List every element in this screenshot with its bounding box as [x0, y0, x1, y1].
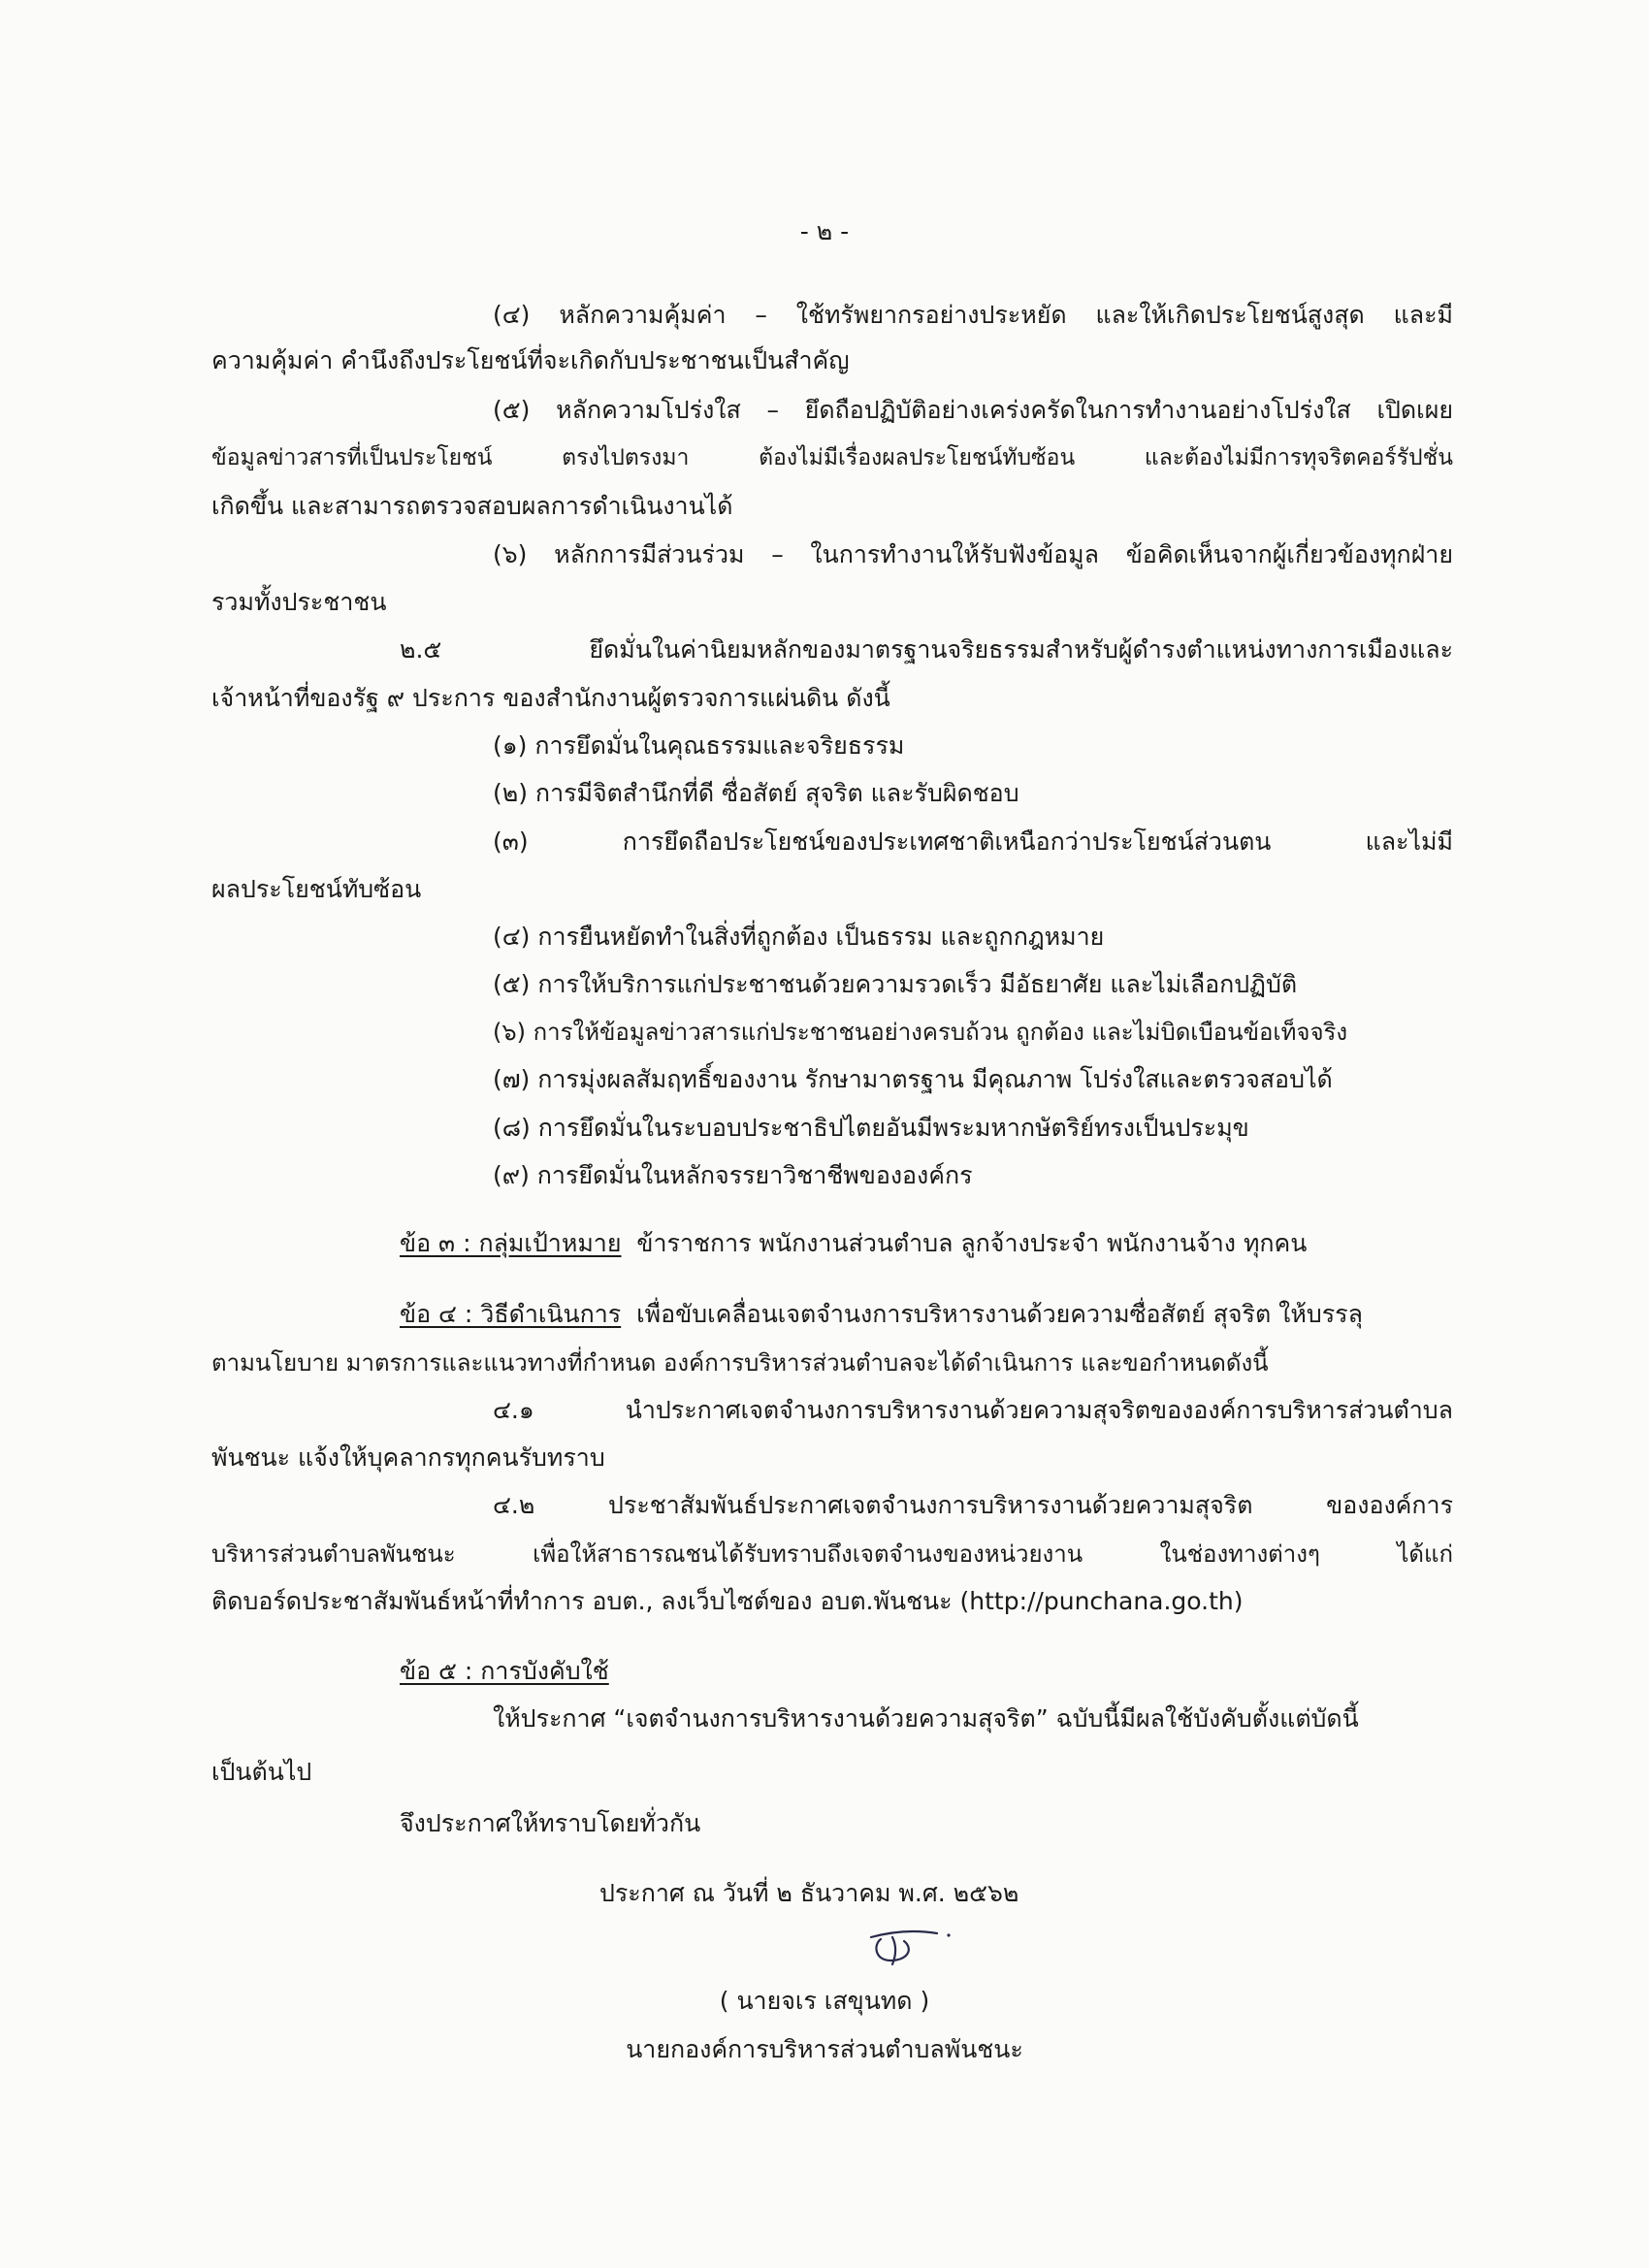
clause-5-text-line2: เป็นต้นไป [211, 1758, 312, 1786]
item-4-1-line2: พันชนะ แจ้งให้บุคลากรทุกคนรับทราบ [211, 1443, 605, 1472]
value-1: (๑) การยึดมั่นในคุณธรรมและจริยธรรม [493, 731, 905, 760]
principle-5-line2: ข้อมูลข่าวสารที่เป็นประโยชน์ ตรงไปตรงมา ต้องไม่มีเรื่องผลประโยชน์ทับซ้อน และต้องไม่มีการทุจริตคอร์รัปชั่น [211, 445, 1453, 470]
principle-6-line2: รวมทั้งประชาชน [211, 588, 387, 616]
signer-name: ( นายจเร เสขุนทด ) [719, 1987, 930, 2015]
principle-5-line1: (๕) หลักความโปร่งใส – ยึดถือปฏิบัติอย่างเคร่งครัดในการทำงานอย่างโปร่งใส เปิดเผย [493, 396, 1453, 424]
clause-3-text: ข้าราชการ พนักงานส่วนตำบล ลูกจ้างประจำ พนักงานจ้าง ทุกคน [636, 1229, 1308, 1257]
clause-3-heading: ข้อ ๓ : กลุ่มเป้าหมาย [400, 1229, 622, 1257]
item-4-2-line1: ๔.๒ ประชาสัมพันธ์ประกาศเจตจำนงการบริหารงานด้วยความสุจริต ขององค์การ [493, 1491, 1453, 1519]
clause-4-heading: ข้อ ๔ : วิธีดำเนินการ [400, 1300, 622, 1328]
principle-4-line1: (๔) หลักความคุ้มค่า – ใช้ทรัพยากรอย่างประหยัด และให้เกิดประโยชน์สูงสุด และมี [493, 301, 1453, 329]
item-4-2-line2: บริหารส่วนตำบลพันชนะ เพื่อให้สาธารณชนได้รับทราบถึงเจตจำนงของหน่วยงาน ในช่องทางต่างๆ ได้แก่ [211, 1540, 1453, 1568]
clause-4-text-line2: ตามนโยบาย มาตรการและแนวทางที่กำหนด องค์การบริหารส่วนตำบลจะได้ดำเนินการ และขอกำหนดดังนี้ [211, 1349, 1269, 1377]
closing-announce: จึงประกาศให้ทราบโดยทั่วกัน [400, 1809, 701, 1837]
item-4-1-line1: ๔.๑ นำประกาศเจตจำนงการบริหารงานด้วยความสุจริตขององค์การบริหารส่วนตำบล [493, 1396, 1453, 1424]
section-2-5-line1: ๒.๕ ยึดมั่นในค่านิยมหลักของมาตรฐานจริยธรรมสำหรับผู้ดำรงตำแหน่งทางการเมืองและ [400, 635, 1453, 664]
page-number: - ๒ - [799, 217, 850, 245]
clause-5-text-line1: ให้ประกาศ “เจตจำนงการบริหารงานด้วยความสุจริต” ฉบับนี้มีผลใช้บังคับตั้งแต่บัดนี้ [493, 1704, 1359, 1733]
value-8: (๘) การยึดมั่นในระบอบประชาธิปไตยอันมีพระมหากษัตริย์ทรงเป็นประมุข [493, 1114, 1249, 1142]
value-6: (๖) การให้ข้อมูลข่าวสารแก่ประชาชนอย่างครบถ้วน ถูกต้อง และไม่บิดเบือนข้อเท็จจริง [493, 1019, 1348, 1046]
value-3-line2: ผลประโยชน์ทับซ้อน [211, 875, 422, 903]
clause-5-heading: ข้อ ๕ : การบังคับใช้ [400, 1657, 609, 1685]
value-5: (๕) การให้บริการแก่ประชาชนด้วยความรวดเร็ว มีอัธยาศัย และไม่เลือกปฏิบัติ [493, 970, 1298, 998]
closing-date: ประกาศ ณ วันที่ ๒ ธันวาคม พ.ศ. ๒๕๖๒ [599, 1879, 1019, 1907]
value-4: (๔) การยืนหยัดทำในสิ่งที่ถูกต้อง เป็นธรรม และถูกกฎหมาย [493, 923, 1105, 951]
clause-3 [400, 1227, 1307, 1260]
principle-6-line1: (๖) หลักการมีส่วนร่วม – ในการทำงานให้รับฟังข้อมูล ข้อคิดเห็นจากผู้เกี่ยวข้องทุกฝ่าย [493, 540, 1453, 568]
value-3-line1: (๓) การยึดถือประโยชน์ของประเทศชาติเหนือกว่าประโยชน์ส่วนตน และไม่มี [493, 827, 1453, 856]
item-4-2-line3: ติดบอร์ดประชาสัมพันธ์หน้าที่ทำการ อบต., ลงเว็บไซต์ของ อบต.พันชนะ (http://punchana.go.th) [211, 1587, 1244, 1615]
clause-4-text-line1: เพื่อขับเคลื่อนเจตจำนงการบริหารงานด้วยความซื่อสัตย์ สุจริต ให้บรรลุ [636, 1300, 1363, 1328]
value-2: (๒) การมีจิตสำนึกที่ดี ซื่อสัตย์ สุจริต และรับผิดชอบ [493, 779, 1019, 807]
signer-position: นายกองค์การบริหารส่วนตำบลพันชนะ [626, 2035, 1023, 2063]
principle-5-line3: เกิดขึ้น และสามารถตรวจสอบผลการดำเนินงานได้ [211, 492, 733, 520]
value-9: (๙) การยึดมั่นในหลักจรรยาวิชาชีพขององค์กร [493, 1161, 973, 1189]
clause-4 [400, 1298, 1363, 1331]
signature [854, 1916, 960, 1974]
section-2-5-line2: เจ้าหน้าที่ของรัฐ ๙ ประการ ของสำนักงานผู้ตรวจการแผ่นดิน ดังนี้ [211, 684, 890, 712]
value-7: (๗) การมุ่งผลสัมฤทธิ์ของงาน รักษามาตรฐาน มีคุณภาพ โปร่งใสและตรวจสอบได้ [493, 1065, 1333, 1093]
principle-4-line2: ความคุ้มค่า คำนึงถึงประโยชน์ที่จะเกิดกับประชาชนเป็นสำคัญ [211, 346, 850, 374]
